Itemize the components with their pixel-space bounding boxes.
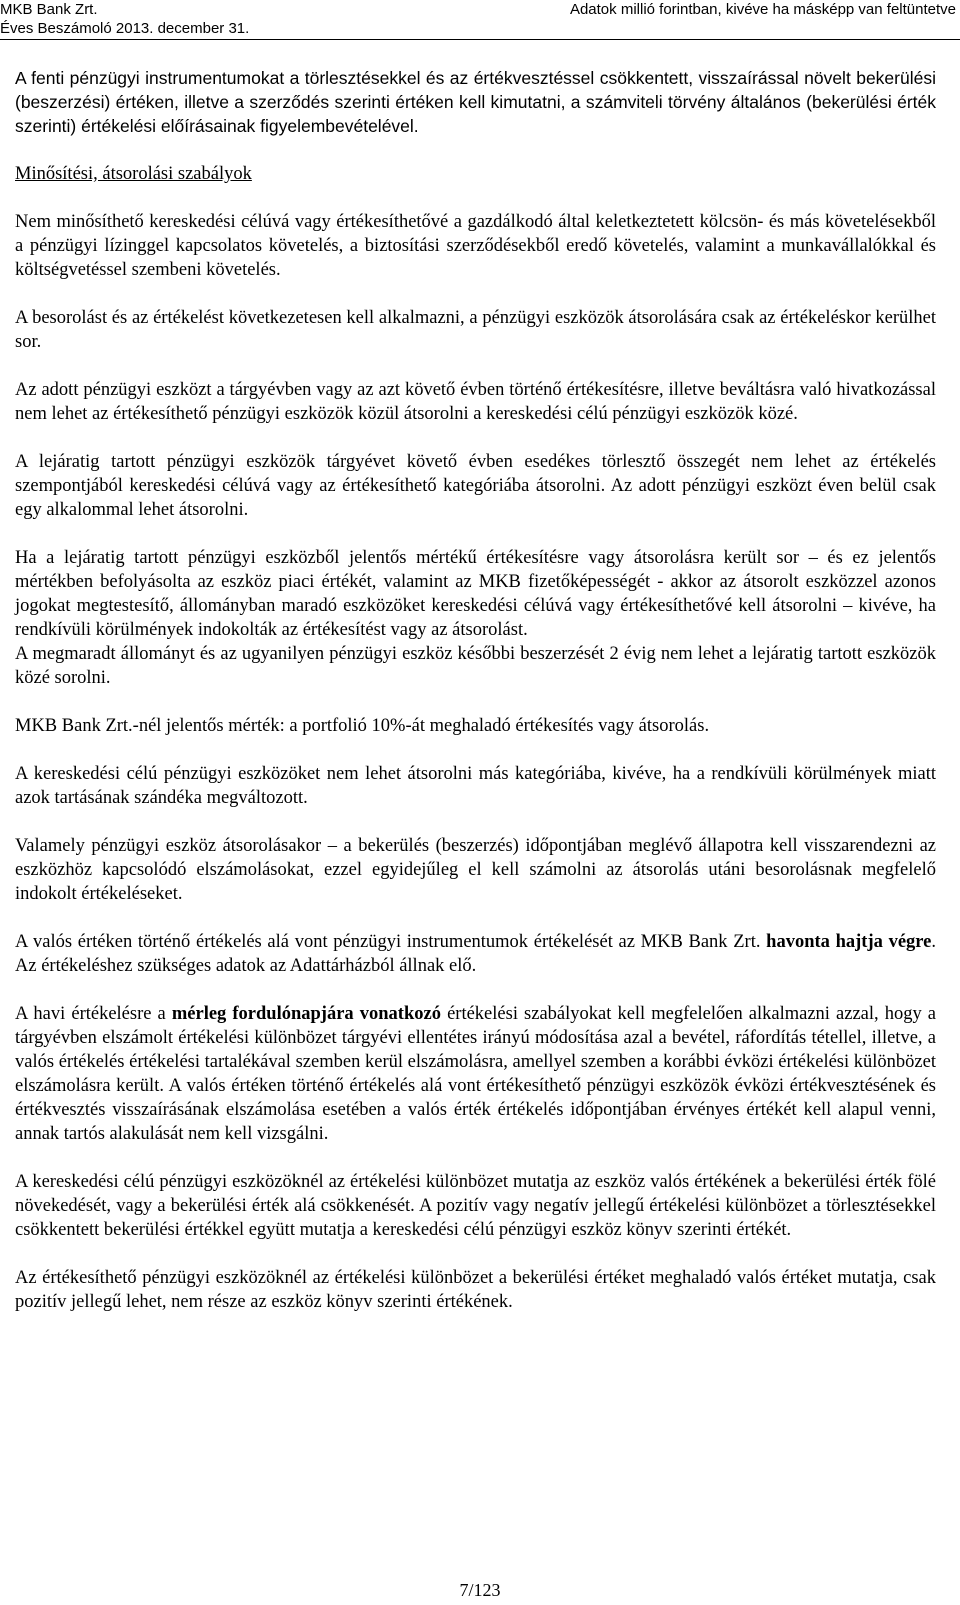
paragraph-significant-sale: Ha a lejáratig tartott pénzügyi eszközből jelentős mértékű értékesítésre vagy átsorolásra került sor – és ez jelentős mértékben befolyásolta az eszköz piaci értékét, valamint az MKB fizetőképességét - akkor az átsorolt eszközzel azonos jogokat megtestesítő, állományban maradó eszközöket kereskedési célúvá vagy értékesíthetővé kell átsorolni – kivéve, ha rendkívüli körülmények indokolták az értékesítést vagy az átsorolást. — [15, 548, 936, 640]
header-report-title: Éves Beszámoló 2013. december 31. — [0, 20, 250, 37]
paragraph-balance-sheet-date — [15, 1002, 936, 1146]
paragraph-held-to-maturity: A lejáratig tartott pénzügyi eszközök tárgyévet követő évben esedékes törlesztő összegét nem lehet az értékelés szempontjából kereskedési célúvá vagy az értékesíthető kategóriába átsorolni. Az adott pénzügyi eszközt éven belül csak egy alkalommal lehet átsorolni. — [15, 452, 936, 520]
document-body — [15, 66, 936, 1338]
paragraph-consistency: A besorolást és az értékelést következetesen kell alkalmazni, a pénzügyi eszközök átsorolására csak az értékeléskor kerülhet sor. — [15, 308, 936, 352]
paragraph-reclassification: Valamely pénzügyi eszköz átsorolásakor – a bekerülés (beszerzés) időpontjában meglévő állapotra kell visszarendezni az eszközhöz kapcsolódó elszámolásokat, ezzel egyidejűleg el kell számolni az átsorolás utáni besorolásnak megfelelő indokolt értékeléseket. — [15, 836, 936, 904]
header-divider — [0, 39, 960, 40]
paragraph-valuation-basis: A fenti pénzügyi instrumentumokat a törlesztésekkel és az értékvesztéssel csökkentett, visszaírással növelt bekerülési (beszerzési) értéken, illetve a szerződés szerinti értéken kell kimutatni, a számviteli törvény általános (bekerülési érték szerinti) értékelési előírásainak figyelembevételével. — [15, 68, 936, 136]
paragraph-significance-threshold: MKB Bank Zrt.-nél jelentős mérték: a portfolió 10%-át meghaladó értékesítés vagy átsorolás. — [15, 716, 710, 736]
text-run: A havi értékelésre a — [15, 1004, 166, 1024]
paragraph-remaining-portfolio: A megmaradt állományt és az ugyanilyen pénzügyi eszköz későbbi beszerzését 2 évig nem lehet a lejáratig tartott eszközök közé sorolni. — [15, 644, 936, 688]
paragraph-monthly-valuation — [15, 930, 936, 978]
text-run: . Az értékeléshez szükséges adatok az Adattárházból állnak elő. — [15, 932, 936, 976]
header-left — [0, 0, 249, 38]
paragraph-trading-reclass: A kereskedési célú pénzügyi eszközöket nem lehet átsorolni más kategóriába, kivéve, ha a rendkívüli körülmények miatt azok tartásának szándéka megváltozott. — [15, 764, 936, 808]
header-company: MKB Bank Zrt. — [0, 1, 98, 18]
page-number: 7/123 — [459, 1580, 501, 1600]
paragraph-available-for-sale: Az adott pénzügyi eszközt a tárgyévben vagy az azt követő évben történő értékesítésre, illetve beváltásra való hivatkozással nem lehet az értékesíthető pénzügyi eszközök közül átsorolni a kereskedési célú pénzügyi eszközök közé. — [15, 380, 936, 424]
page-header — [0, 0, 960, 40]
text-run: A valós értéken történő értékelés alá vont pénzügyi instrumentumok értékelését az MKB Bank Zrt. — [15, 932, 761, 952]
bold-text: havonta hajtja végre — [766, 932, 932, 952]
header-note: Adatok millió forintban, kivéve ha másképp van feltüntetve — [569, 1, 956, 18]
section-heading: Minősítési, átsorolási szabályok — [15, 164, 252, 184]
text-run: értékelési szabályokat kell megfelelően alkalmazni azzal, hogy a tárgyévben elszámolt értékelési különbözet tárgyévi ellentétes irányú módosítása azal a bevétel, ráfordítás tétellel, illetve, a valós értékelés értékelési tartalékával szemben kerül elszámolásra, amellyel szemben a korábbi évközi értékelési különbözet elszámolásra került. A valós értéken történő értékelés alá vont értékesíthető pénzügyi eszközök évközi értékvesztésének és értékvesztés visszaírásának elszámolása esetében a valós érték értékelés időpontjában érvényes értékét kell alapul venni, annak tartós alakulását nem kell vizsgálni. — [15, 1004, 937, 1144]
bold-text: mérleg fordulónapjára vonatkozó — [171, 1004, 441, 1024]
paragraph-afs-difference: Az értékesíthető pénzügyi eszközöknél az értékelési különbözet a bekerülési értéket meghaladó valós értéket mutatja, csak pozitív jellegű lehet, nem része az eszköz könyv szerinti értékének. — [15, 1268, 936, 1312]
paragraph-trading-difference: A kereskedési célú pénzügyi eszközöknél az értékelési különbözet mutatja az eszköz valós értékének a bekerülési érték fölé növekedését, vagy a bekerülési érték alá csökkenését. A pozitív vagy negatív jellegű értékelési különbözet a törlesztésekkel csökkentett bekerülési értékkel együtt mutatja a kereskedési célú pénzügyi eszköz könyv szerinti értékét. — [15, 1172, 936, 1240]
paragraph-not-classifiable: Nem minősíthető kereskedési célúvá vagy értékesíthetővé a gazdálkodó által keletkeztetett kölcsön- és más követelésekből a pénzügyi lízinggel kapcsolatos követelés, a biztosítási szerződésekből eredő követelés, valamint a munkavállalókkal és költségvetéssel szembeni követelés. — [15, 212, 936, 280]
